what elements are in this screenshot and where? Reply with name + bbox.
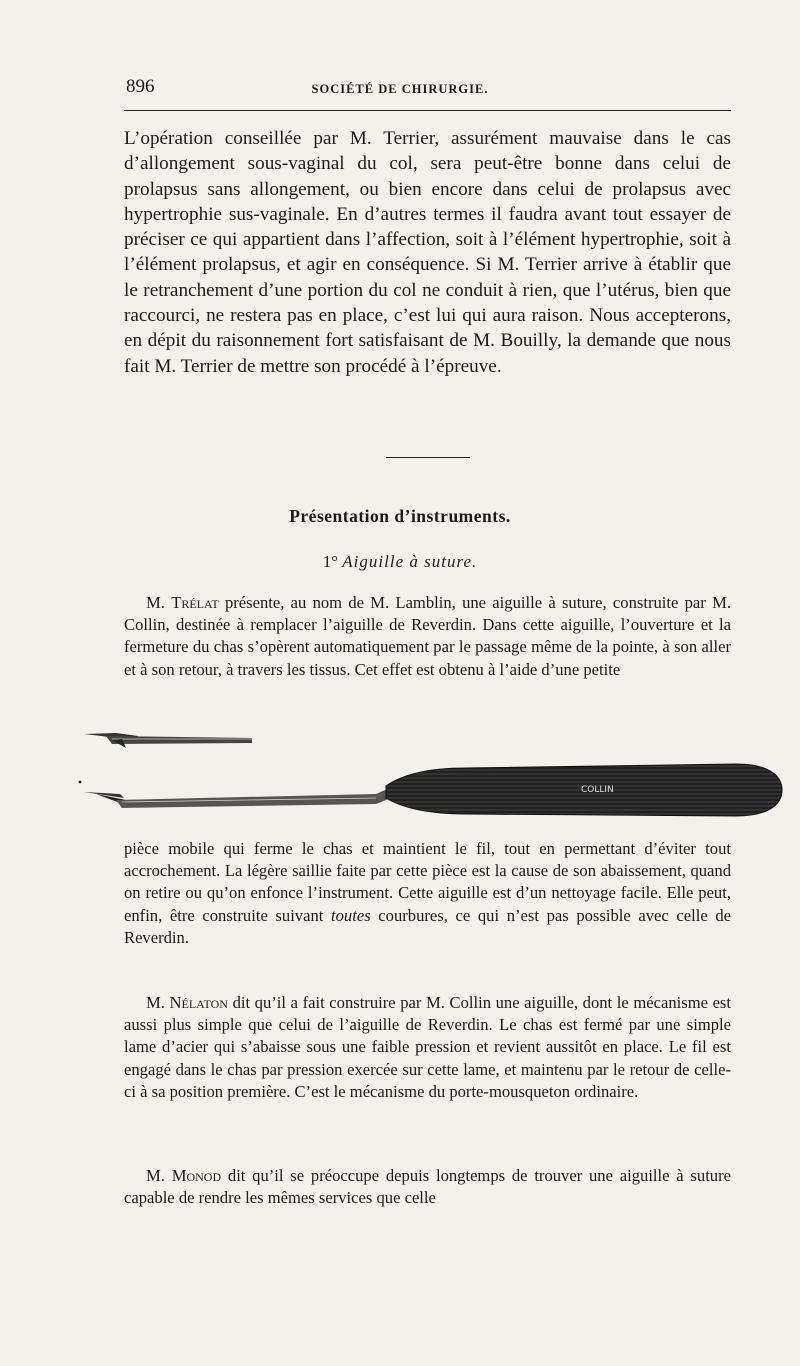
speaker-prefix: M.: [146, 593, 165, 612]
running-head: SOCIÉTÉ DE CHIRURGIE.: [311, 82, 489, 96]
paragraph-emphasis: toutes: [331, 905, 371, 925]
needle-figure: [76, 724, 786, 834]
paragraph-trelat-continued: [124, 838, 731, 949]
needle-tip-detail: [84, 733, 252, 748]
page-number: 896: [126, 76, 155, 97]
paragraph-text: présente, au nom de M. Lamblin, une aiguille à suture, construite par M. Collin, destinée à remplacer l’aiguille de Reverdin. Dans cette aiguille, l’ouverture et la fermeture du chas s’opèrent automatiquement par le passage même de la pointe, à son aller et à son retour, à travers les tissus. Cet effet est obtenu à l’aide d’une petite: [124, 593, 731, 679]
subheading: [0, 552, 800, 572]
speaker-name: Nélaton: [169, 993, 228, 1012]
header-rule: [124, 110, 731, 111]
paragraph-text: courbures, ce qui n’est pas possible avec celle de Reverdin.: [124, 905, 731, 947]
subheading-number: 1°: [322, 552, 339, 571]
speaker-prefix: M.: [146, 1166, 165, 1185]
speaker-name: Trélat: [171, 593, 219, 612]
paragraph-nelaton: [124, 992, 731, 1103]
speaker-prefix: M.: [146, 993, 165, 1012]
paragraph-text: dit qu’il a fait construire par M. Collin une aiguille, dont le mécanisme est aussi plus simple que celui de l’aiguille de Reverdin. Le chas est fermé par une simple lame d’acier qui s’abaisse sous une faible pression et revient aussitôt en place. Le fil est engagé dans le chas par pression exercée sur cette lame, et maintenu par le retour de celle-ci à sa position première. C’est le mécanisme du porte-mousqueton ordinaire.: [124, 993, 732, 1101]
paragraph-text: pièce mobile qui ferme le chas et maintient le fil, tout en permettant d’éviter tout accrochement. La légère saillie faite par cette pièce est la cause de son abaissement, quand on retire ou qu’on enfonce l’instrument. Cette aiguille est d’un nettoyage facile. Elle peut, enfin, être construite suivant: [124, 839, 731, 925]
paragraph-trelat: [124, 592, 731, 681]
paragraph-monod: [124, 1165, 731, 1209]
separator-rule: [386, 457, 470, 458]
section-title: Présentation d’instruments.: [289, 506, 511, 526]
needle-instrument: [79, 764, 782, 816]
speaker-name: Monod: [171, 1166, 222, 1185]
handle-maker-mark: COLLIN: [581, 785, 614, 795]
paragraph-terrier: L’opération conseillée par M. Terrier, assurément mauvaise dans le cas d’allongement sous-vaginal du col, sera peut-être bonne dans celui de prolapsus sans allongement, ou bien encore dans celui de prolapsus avec hypertrophie sus-vaginale. En d’autres termes il faudra avant tout essayer de préciser ce qui appartient dans l’affection, soit à l’élément hypertrophie, soit à l’élément prolapsus, et agir en conséquence. Si M. Terrier arrive à établir que le retranchement d’une portion du col ne conduit à rien, que l’utérus, bien que raccourci, ne restera pas en place, c’est lui qui aura raison. Nous accepterons, en dépit du raisonnement fort satisfaisant de M. Bouilly, la demande que nous fait M. Terrier de mettre son procédé à l’épreuve.: [124, 128, 731, 377]
paragraph-text: dit qu’il se préoccupe depuis longtemps de trouver une aiguille à suture capable de rendre les mêmes services que celle: [124, 1166, 731, 1208]
subheading-text: Aiguille à suture.: [342, 552, 478, 571]
